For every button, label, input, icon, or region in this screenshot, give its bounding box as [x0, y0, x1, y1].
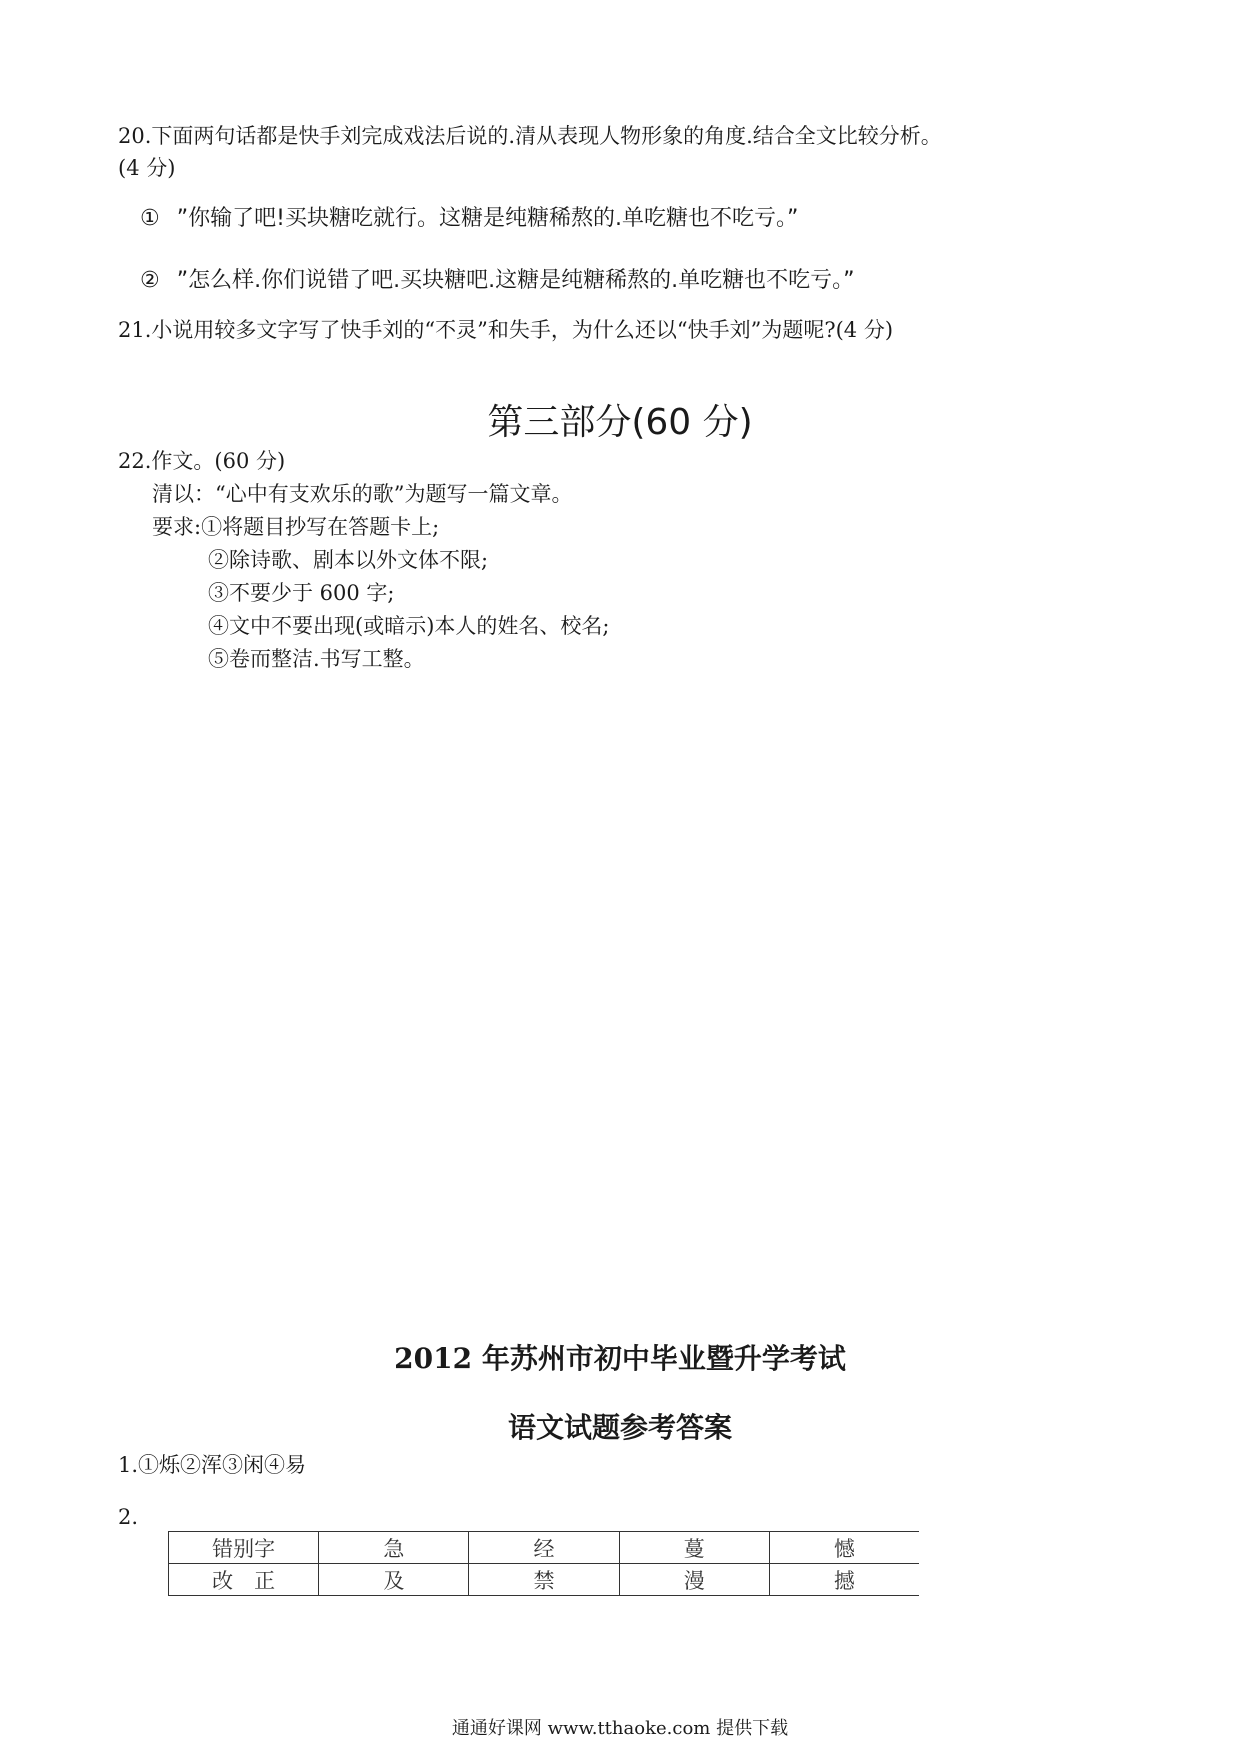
table-cell: 及 [319, 1564, 469, 1596]
answers-subtitle: 语文试题参考答案 [507, 1411, 732, 1444]
table-cell: 蔓 [619, 1532, 769, 1564]
table-cell: 急 [319, 1532, 469, 1564]
q22-req-3: ③不要少于 600 字; [208, 581, 395, 605]
table-cell: 憾 [769, 1532, 919, 1564]
q22-req-2: ②除诗歌、剧本以外文体不限; [208, 548, 489, 572]
table-row [169, 1532, 920, 1564]
q22-text: 22.作文。(60 分) [118, 449, 286, 473]
q22-req-4: ④文中不要出现(或暗示)本人的姓名、校名; [208, 614, 610, 638]
table-cell: 经 [469, 1532, 619, 1564]
footer-text: 通通好课网 www.tthaoke.com 提供下载 [451, 1718, 789, 1739]
table-cell: 漫 [619, 1564, 769, 1596]
q20-text: 20.下面两句话都是快手刘完成戏法后说的.清从表现人物形象的角度.结合全文比较分析。 [118, 124, 942, 148]
table-cell: 禁 [469, 1564, 619, 1596]
q20-quote-2 [140, 270, 855, 292]
q22-req-5: ⑤卷而整洁.书写工整。 [208, 647, 425, 671]
q22-req-label: 要求:①将题目抄写在答题卡上; [152, 515, 440, 539]
table-cell: 撼 [769, 1564, 919, 1596]
table-row [169, 1564, 920, 1596]
table-header-cell: 改 正 [169, 1564, 319, 1596]
q20-score: (4 分) [118, 156, 176, 180]
answer-1: 1.①烁②浑③闲④易 [118, 1453, 307, 1477]
answers-title: 2012 年苏州市初中毕业暨升学考试 [394, 1342, 846, 1375]
table-header-cell: 错别字 [169, 1532, 319, 1564]
quote-marker: ① [140, 206, 160, 231]
correction-table [168, 1531, 919, 1596]
answer-2-label: 2. [118, 1505, 139, 1529]
part3-title: 第三部分(60 分) [487, 402, 753, 443]
quote-marker: ② [140, 268, 160, 293]
q21-text: 21.小说用较多文字写了快手刘的“不灵”和失手，为什么还以“快手刘”为题呢?(4 分) [118, 318, 894, 342]
q20-quote-1 [140, 208, 798, 230]
q22-prompt: 清以：“心中有支欢乐的歌”为题写一篇文章。 [152, 482, 573, 506]
quote-text: ”你输了吧!买块糖吃就行。这糖是纯糖稀熬的.单吃糖也不吃亏。” [176, 206, 799, 231]
quote-text: ”怎么样.你们说错了吧.买块糖吧.这糖是纯糖稀熬的.单吃糖也不吃亏。” [176, 268, 855, 293]
